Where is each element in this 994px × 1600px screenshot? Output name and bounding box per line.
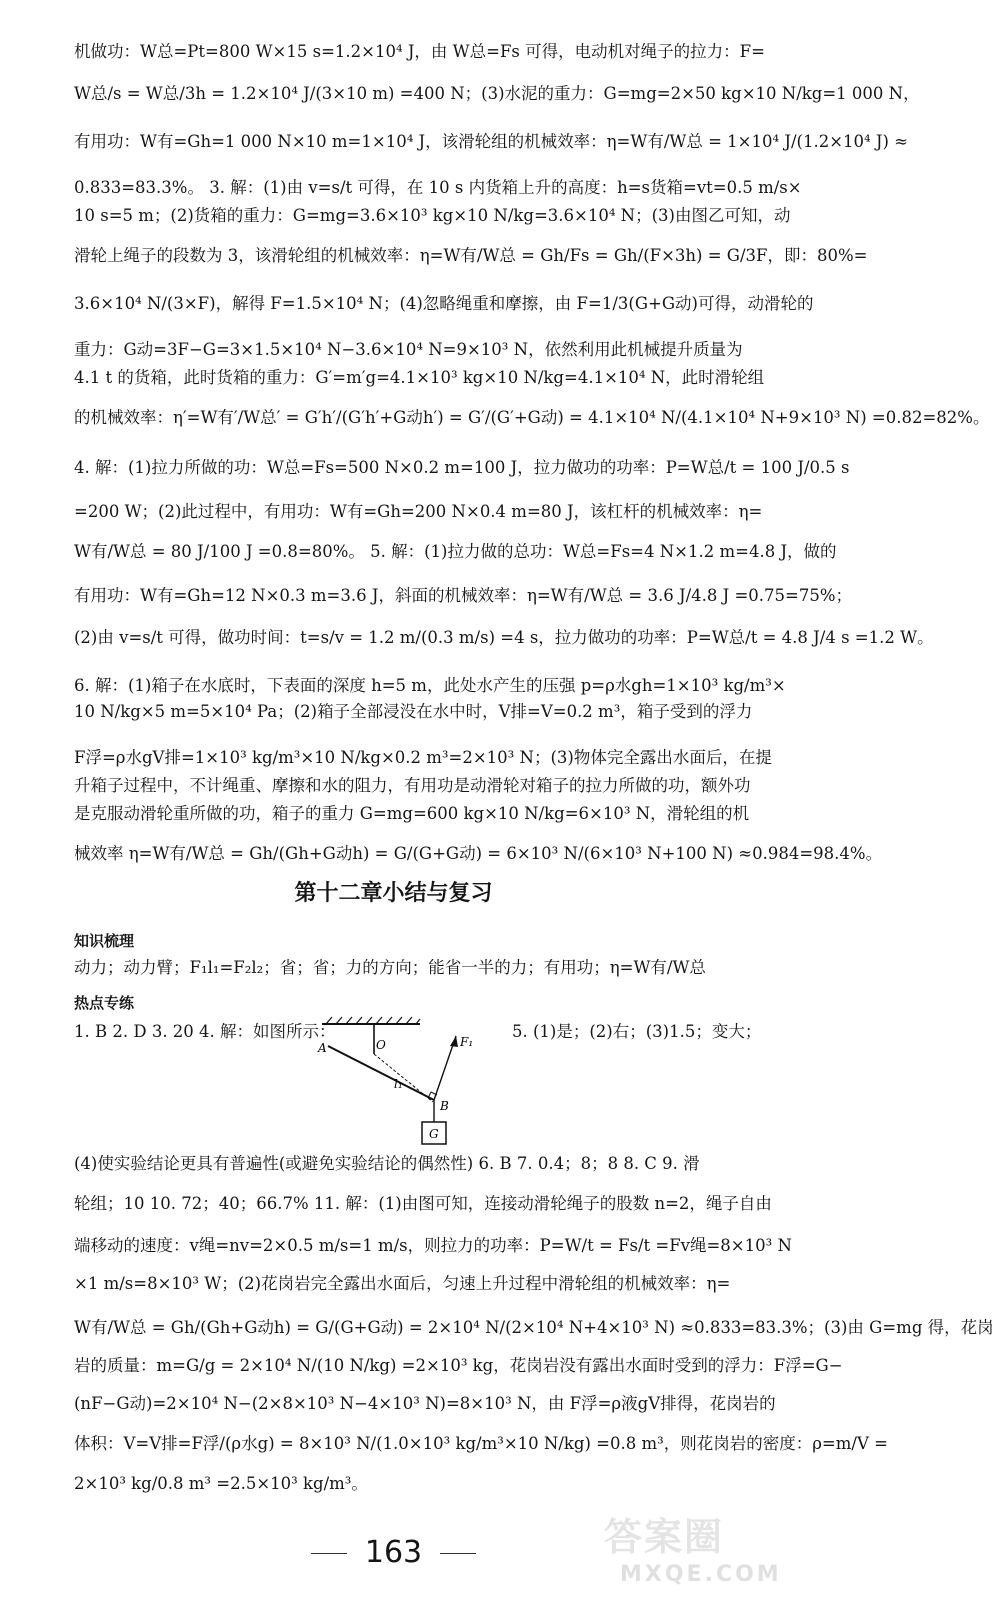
solution-line: 0.833=83.3%。 3. 解：(1)由 v=s/t 可得，在 10 s 内货箱上升的高度：h=s货箱=vt=0.5 m/s× <box>74 178 802 197</box>
solution-line: 是克服动滑轮重所做的功，箱子的重力 G=mg=600 kg×10 N/kg=6×10³ N，滑轮组的机 <box>74 804 750 823</box>
answers-line-right: 5. (1)是；(2)右；(3)1.5；变大； <box>512 1022 762 1041</box>
solution-line: F浮=ρ水gV排=1×10³ kg/m³×10 N/kg×0.2 m³=2×10³ N；(3)物体完全露出水面后，在提 <box>74 748 772 767</box>
ceiling-hatching <box>326 1017 420 1024</box>
knowledge-summary-text: 动力；动力臂；F₁l₁=F₂l₂；省；省；力的方向；能省一半的力；有用功；η=W有/W总 <box>74 958 706 977</box>
section-heading-knowledge: 知识梳理 <box>74 932 135 950</box>
label-g: G <box>429 1127 439 1141</box>
label-b: B <box>440 1099 449 1113</box>
lever-bar <box>328 1046 434 1100</box>
solution-line: 6. 解：(1)箱子在水底时，下表面的深度 h=5 m，此处水产生的压强 p=ρ水gh=1×10³ kg/m³× <box>74 676 786 695</box>
force-arrowhead <box>450 1036 458 1047</box>
solution-line: 3.6×10⁴ N/(3×F)，解得 F=1.5×10⁴ N；(4)忽略绳重和摩擦，由 F=1/3(G+G动)可得，动滑轮的 <box>74 294 814 313</box>
solution-line: 滑轮上绳子的段数为 3，该滑轮组的机械效率：η=W有/W总 = Gh/Fs = Gh/(F×3h) = G/3F，即：80%= <box>74 246 868 265</box>
solution-line: 4. 解：(1)拉力所做的功：W总=Fs=500 N×0.2 m=100 J，拉力做功的功率：P=W总/t = 100 J/0.5 s <box>74 458 850 477</box>
label-f1: F₁ <box>460 1035 474 1049</box>
solution-line: =200 W；(2)此过程中，有用功：W有=Gh=200 N×0.4 m=80 J，该杠杆的机械效率：η= <box>74 502 763 521</box>
solution-line: 10 N/kg×5 m=5×10⁴ Pa；(2)箱子全部浸没在水中时，V排=V=0.2 m³，箱子受到的浮力 <box>74 702 753 721</box>
solution-line: 10 s=5 m；(2)货箱的重力：G=mg=3.6×10³ kg×10 N/kg=3.6×10⁴ N；(3)由图乙可知，动 <box>74 206 791 225</box>
answer-line: 2×10³ kg/0.8 m³ =2.5×10³ kg/m³。 <box>74 1474 368 1493</box>
solution-line: 升箱子过程中，不计绳重、摩擦和水的阻力，有用功是动滑轮对箱子的拉力所做的功，额外功 <box>74 776 751 795</box>
solution-line: 有用功：W有=Gh=1 000 N×10 m=1×10⁴ J，该滑轮组的机械效率：η=W有/W总 = 1×10⁴ J/(1.2×10⁴ J) ≈ <box>74 132 908 151</box>
solution-line: 械效率 η=W有/W总 = Gh/(Gh+G动h) = G/(G+G动) = 6×10³ N/(6×10³ N+100 N) ≈0.984=98.4%。 <box>74 844 883 863</box>
solution-line: W总/s = W总/3h = 1.2×10⁴ J/(3×10 m) =400 N；(3)水泥的重力：G=mg=2×50 kg×10 N/kg=1 000 N， <box>74 84 920 103</box>
label-o: O <box>376 1038 386 1052</box>
solution-line: 的机械效率：η′=W有′/W总′ = G′h′/(G′h′+G动h′) = G′/(G′+G动) = 4.1×10⁴ N/(4.1×10⁴ N+9×10³ N) =0.82=82%。 <box>74 408 990 427</box>
footer-dash-right <box>440 1553 476 1554</box>
watermark-logo-text: 答案圈 <box>604 1515 725 1559</box>
page-number: 163 <box>364 1535 423 1570</box>
chapter-title: 第十二章小结与复习 <box>294 881 493 906</box>
solution-line: 有用功：W有=Gh=12 N×0.3 m=3.6 J，斜面的机械效率：η=W有/W总 = 3.6 J/4.8 J =0.75=75%； <box>74 586 853 605</box>
section-heading-practice: 热点专练 <box>74 994 135 1012</box>
answer-line: W有/W总 = Gh/(Gh+G动h) = G/(G+G动) = 2×10⁴ N/(2×10⁴ N+4×10³ N) ≈0.833=83.3%；(3)由 G=mg 得，花岗 <box>74 1318 994 1337</box>
answer-line: 轮组；10 10. 72；40；66.7% 11. 解：(1)由图可知，连接动滑轮绳子的股数 n=2，绳子自由 <box>74 1194 772 1213</box>
footer-dash-left <box>311 1553 347 1554</box>
solution-line: 4.1 t 的货箱，此时货箱的重力：G′=m′g=4.1×10³ kg×10 N/kg=4.1×10⁴ N，此时滑轮组 <box>74 368 765 387</box>
watermark-url: MXQE.COM <box>620 1562 782 1587</box>
answer-line: (nF−G动)=2×10⁴ N−(2×8×10³ N−4×10³ N)=8×10³ N，由 F浮=ρ液gV排得，花岗岩的 <box>74 1394 776 1413</box>
answer-line: (4)使实验结论更具有普遍性(或避免实验结论的偶然性) 6. B 7. 0.4；8；8 8. C 9. 滑 <box>74 1154 700 1173</box>
solution-line: 重力：G动=3F−G=3×1.5×10⁴ N−3.6×10⁴ N=9×10³ N，依然利用此机械提升质量为 <box>74 340 743 359</box>
lever-diagram <box>316 1016 506 1148</box>
answer-line: ×1 m/s=8×10³ W；(2)花岗岩完全露出水面后，匀速上升过程中滑轮组的机械效率：η= <box>74 1274 731 1293</box>
answer-line: 岩的质量：m=G/g = 2×10⁴ N/(10 N/kg) =2×10³ kg，花岗岩没有露出水面时受到的浮力：F浮=G− <box>74 1356 843 1375</box>
solution-line: W有/W总 = 80 J/100 J =0.8=80%。 5. 解：(1)拉力做的总功：W总=Fs=4 N×1.2 m=4.8 J，做的 <box>74 542 837 561</box>
answers-line-left: 1. B 2. D 3. 20 4. 解：如图所示： <box>74 1022 336 1041</box>
answer-line: 体积：V=V排=F浮/(ρ水g) = 8×10³ N/(1.0×10³ kg/m³×10 N/kg) =0.8 m³，则花岗岩的密度：ρ=m/V = <box>74 1434 888 1453</box>
solution-line: 机做功：W总=Pt=800 W×15 s=1.2×10⁴ J，由 W总=Fs 可得，电动机对绳子的拉力：F= <box>74 42 765 61</box>
solution-line: (2)由 v=s/t 可得，做功时间：t=s/v = 1.2 m/(0.3 m/s) =4 s，拉力做功的功率：P=W总/t = 4.8 J/4 s =1.2 W。 <box>74 628 934 647</box>
site-watermark <box>600 1506 782 1594</box>
label-a: A <box>318 1041 327 1055</box>
answer-line: 端移动的速度：v绳=nv=2×0.5 m/s=1 m/s，则拉力的功率：P=W/t = Fs/t =Fv绳=8×10³ N <box>74 1236 792 1255</box>
label-l1: l₁ <box>394 1077 403 1091</box>
